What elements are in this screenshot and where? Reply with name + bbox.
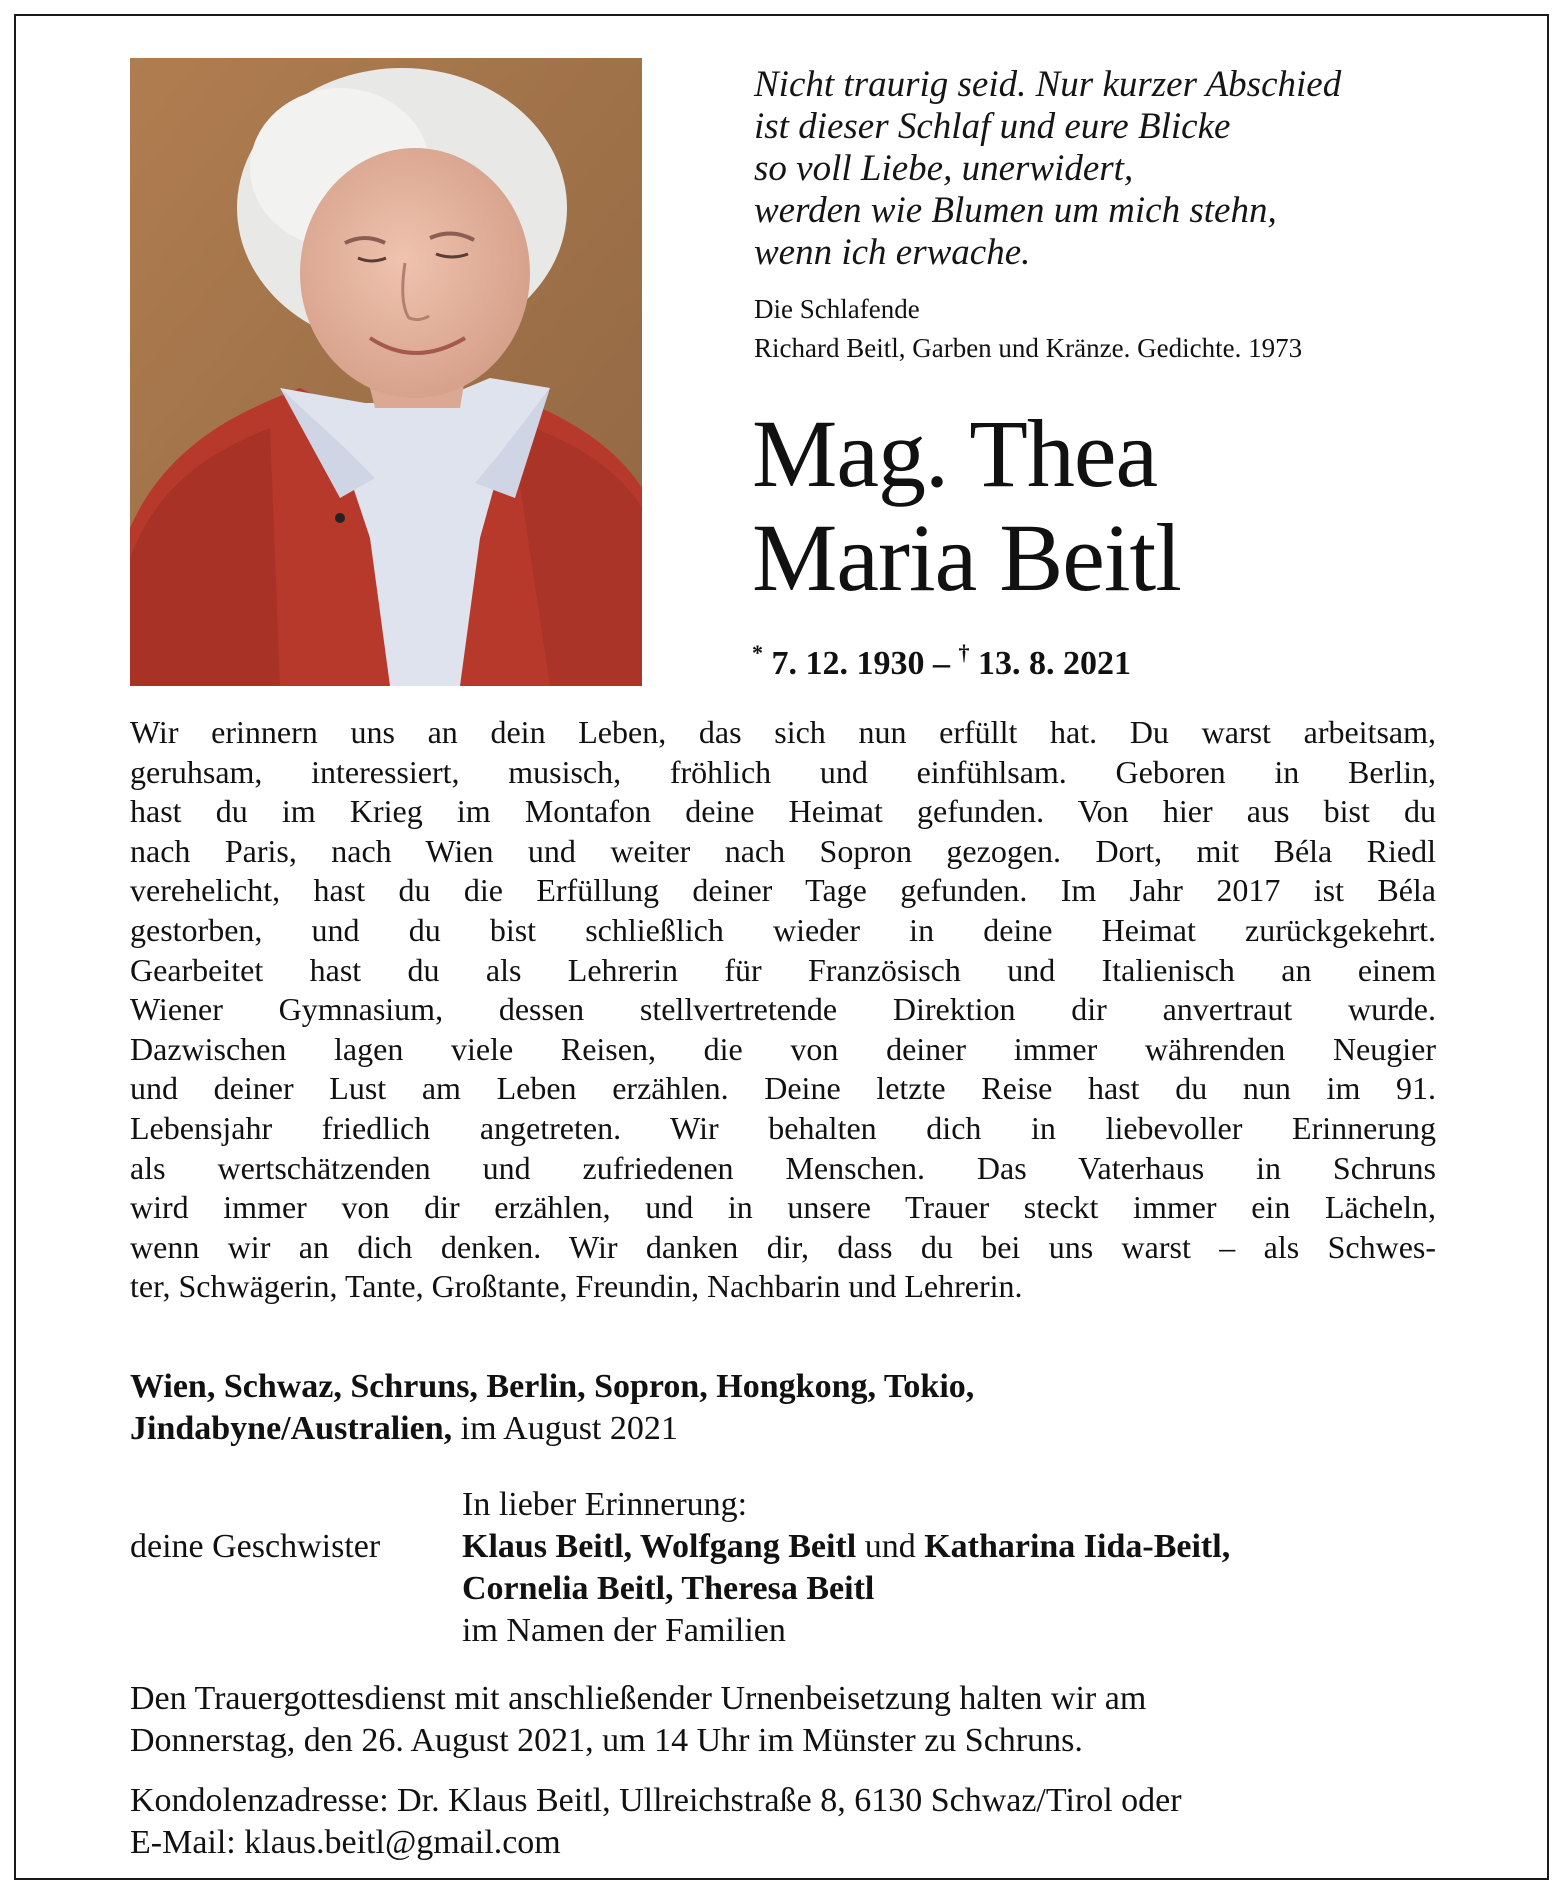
poem-line: Nicht traurig seid. Nur kurzer Abschied: [754, 64, 1342, 105]
text-line: wird immer von dir erzählen, und in unsere Trauer steckt immer ein Lächeln,: [130, 1189, 1436, 1226]
poem-line: werden wie Blumen um mich stehn,: [754, 190, 1277, 231]
portrait-illustration: [130, 58, 642, 686]
death-symbol: †: [958, 640, 970, 665]
text-line: Wir erinnern uns an dein Leben, das sich nun erfüllt hat. Du warst arbeitsam,: [130, 714, 1436, 750]
life-dates: [752, 642, 1131, 686]
condolence-line: Kondolenzadresse: Dr. Klaus Beitl, Ullreichstraße 8, 6130 Schwaz/Tirol oder: [130, 1782, 1182, 1819]
text-line: Gearbeitet hast du als Lehrerin für Französisch und Italienisch an einem: [130, 951, 1436, 988]
name-line-1: Mag. Thea: [752, 400, 1158, 507]
signoff-intro: In lieber Erinnerung:: [462, 1486, 748, 1523]
obituary-text: [130, 713, 1436, 1307]
service-line: Den Trauergottesdienst mit anschließender Urnenbeisetzung halten wir am: [130, 1680, 1147, 1717]
text-line: als wertschätzenden und zufriedenen Menschen. Das Vaterhaus in Schruns: [130, 1149, 1436, 1186]
date-separator: –: [933, 645, 950, 682]
text-line: geruhsam, interessiert, musisch, fröhlich und einfühlsam. Geboren in Berlin,: [130, 753, 1436, 790]
birth-date: 7. 12. 1930: [771, 645, 925, 682]
place-date: im August 2021: [460, 1410, 678, 1447]
text-line: hast du im Krieg im Montafon deine Heimat gefunden. Von hier aus bist du: [130, 793, 1436, 830]
portrait-photo: [130, 58, 642, 686]
poem-source: Richard Beitl, Garben und Kränze. Gedichte. 1973: [754, 333, 1303, 363]
text-line: Dazwischen lagen viele Reisen, die von deiner immer währenden Neugier: [130, 1030, 1436, 1067]
sibling-names: Klaus Beitl, Wolfgang Beitl: [462, 1528, 857, 1565]
deceased-name: [752, 402, 1512, 610]
death-date: 13. 8. 2021: [978, 645, 1131, 682]
places-and-date: [130, 1366, 1460, 1450]
text-line: wenn wir an dich denken. Wir danken dir, dass du bei uns warst – als Schwes-: [130, 1228, 1436, 1265]
condolence-email: E-Mail: klaus.beitl@gmail.com: [130, 1824, 561, 1861]
sibling-names: Katharina Iida-Beitl,: [924, 1528, 1231, 1565]
poem-attribution: [754, 290, 1474, 368]
text-line: nach Paris, nach Wien und weiter nach Sopron gezogen. Dort, mit Béla Riedl: [130, 832, 1436, 869]
funeral-service-info: [130, 1678, 1460, 1762]
places-list: Wien, Schwaz, Schruns, Berlin, Sopron, Hongkong, Tokio,: [130, 1368, 975, 1405]
sibling-names: Cornelia Beitl, Theresa Beitl: [462, 1570, 875, 1607]
signoff-block: [462, 1484, 1230, 1652]
birth-symbol: *: [752, 640, 763, 665]
poem-line: wenn ich erwache.: [754, 232, 1031, 273]
poem-line: so voll Liebe, unerwidert,: [754, 148, 1134, 189]
text-line: Wiener Gymnasium, dessen stellvertretende Direktion dir anvertraut wurde.: [130, 991, 1436, 1028]
poem-line: ist dieser Schlaf und eure Blicke: [754, 106, 1231, 147]
signoff-closing: im Namen der Familien: [462, 1612, 786, 1649]
text-line: ter, Schwägerin, Tante, Großtante, Freundin, Nachbarin und Lehrerin.: [130, 1268, 1023, 1305]
text-line: gestorben, und du bist schließlich wieder in deine Heimat zurückgekehrt.: [130, 911, 1436, 948]
relation-label: deine Geschwister: [130, 1528, 381, 1565]
text-line: verehelicht, hast du die Erfüllung deiner Tage gefunden. Im Jahr 2017 ist Béla: [130, 872, 1436, 909]
text-line: und deiner Lust am Leben erzählen. Deine letzte Reise hast du nun im 91.: [130, 1070, 1436, 1107]
poem-title: Die Schlafende: [754, 294, 920, 324]
epitaph-poem: [754, 64, 1474, 368]
places-list-cont: Jindabyne/Australien,: [130, 1410, 453, 1447]
service-line: Donnerstag, den 26. August 2021, um 14 Uhr im Münster zu Schruns.: [130, 1722, 1083, 1759]
conjunction: und: [864, 1528, 916, 1565]
text-line: Lebensjahr friedlich angetreten. Wir behalten dich in liebevoller Erinnerung: [130, 1109, 1436, 1146]
name-line-2: Maria Beitl: [752, 504, 1181, 611]
condolence-address: [130, 1780, 1460, 1864]
